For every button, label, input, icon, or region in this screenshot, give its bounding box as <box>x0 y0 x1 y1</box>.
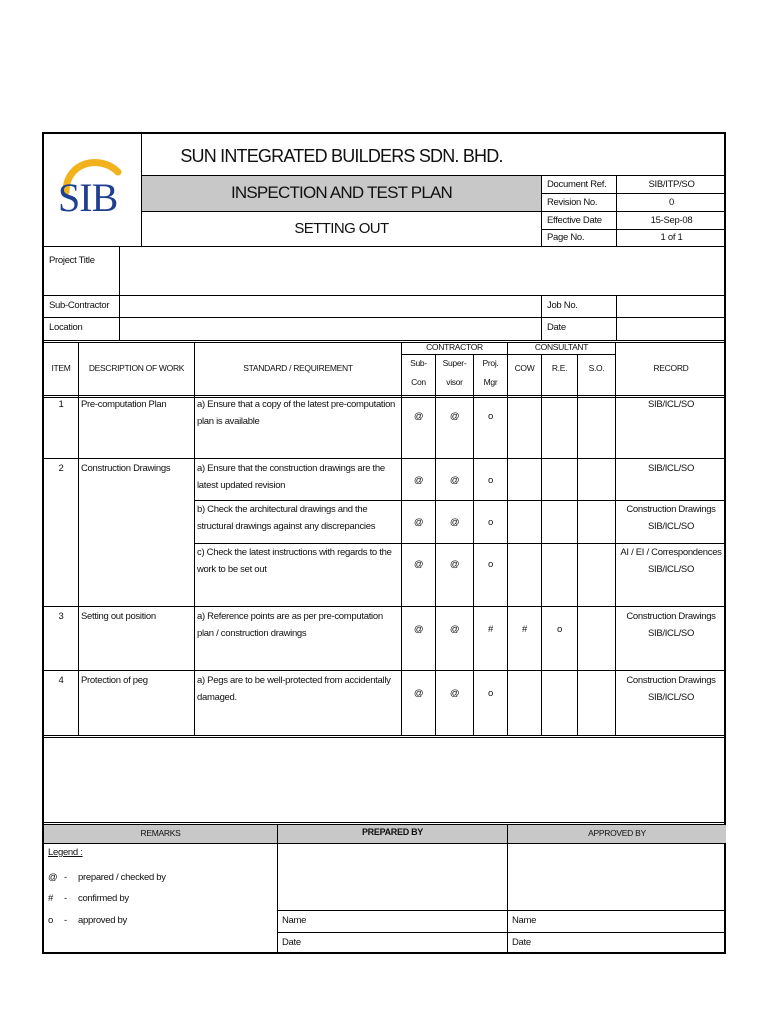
approved-date-label: Date <box>512 937 531 948</box>
mark-sub-con: @ <box>413 688 424 699</box>
job-no-field[interactable] <box>617 296 726 317</box>
legend-dash: - <box>64 893 67 904</box>
col-proj-mgr-2: Mgr <box>483 377 498 387</box>
meta-label-page: Page No. <box>547 232 585 243</box>
col-item: ITEM <box>51 363 71 373</box>
record-line-2: SIB/ICL/SO <box>647 628 695 639</box>
meta-value-effective-date: 15-Sep-08 <box>650 215 693 226</box>
row-standard: c) Check the latest instructions with regards to the work to be set out <box>197 547 392 575</box>
row-item: 3 <box>58 611 64 622</box>
col-proj-mgr-1: Proj. <box>482 358 499 368</box>
col-description: DESCRIPTION OF WORK <box>88 363 185 373</box>
legend-dash: - <box>64 915 67 926</box>
location-label: Location <box>49 322 83 333</box>
legend-dash: - <box>64 872 67 883</box>
meta-label-docref: Document Ref. <box>547 179 607 190</box>
project-title-field[interactable] <box>120 247 726 295</box>
logo-text: SIB <box>58 175 118 220</box>
record-line-2: SIB/ICL/SO <box>647 692 695 703</box>
record-line-1: SIB/ICL/SO <box>647 399 695 410</box>
mark-proj-mgr: o <box>488 559 493 570</box>
record-line-2: SIB/ICL/SO <box>647 564 695 575</box>
prepared-by-header: PREPARED BY <box>361 827 424 837</box>
approved-name-label: Name <box>512 915 537 926</box>
prepared-name-label: Name <box>282 915 307 926</box>
mark-supervisor: @ <box>449 559 460 570</box>
col-re: R.E. <box>551 363 568 373</box>
row-item: 1 <box>58 399 64 410</box>
notes-area[interactable] <box>44 738 726 822</box>
mark-supervisor: @ <box>449 688 460 699</box>
row-standard: a) Pegs are to be well-protected from accidentally damaged. <box>197 675 391 703</box>
col-standard: STANDARD / REQUIREMENT <box>243 363 353 373</box>
col-sub-con-1: Sub- <box>410 358 427 368</box>
plan-title: INSPECTION AND TEST PLAN <box>230 183 453 202</box>
plan-subject: SETTING OUT <box>294 220 389 237</box>
col-record: RECORD <box>653 363 689 373</box>
record-line-1: Construction Drawings <box>626 675 716 686</box>
company-logo <box>52 148 142 228</box>
job-no-label: Job No. <box>547 300 578 311</box>
mark-sub-con: @ <box>413 475 424 486</box>
meta-value-docref: SIB/ITP/SO <box>648 179 695 190</box>
legend-text: prepared / checked by <box>78 872 166 883</box>
location-field[interactable] <box>120 318 541 340</box>
approved-by-signature-field[interactable] <box>508 844 726 910</box>
row-standard: b) Check the architectural drawings and the structural drawings against any discrepancies <box>197 504 376 532</box>
legend-title: Legend : <box>48 847 83 858</box>
mark-sub-con: @ <box>413 517 424 528</box>
mark-supervisor: @ <box>449 624 460 635</box>
legend-symbol: @ <box>48 872 58 883</box>
legend-text: approved by <box>78 915 127 926</box>
project-title-label: Project Title <box>49 255 95 266</box>
date-label: Date <box>547 322 566 333</box>
date-field[interactable] <box>617 318 726 340</box>
row-description: Pre-computation Plan <box>81 399 167 410</box>
meta-label-effective-date: Effective Date <box>547 215 602 226</box>
col-supervisor-2: visor <box>446 377 463 387</box>
meta-label-revision: Revision No. <box>547 197 598 208</box>
row-description: Protection of peg <box>81 675 148 686</box>
row-item: 2 <box>58 463 64 474</box>
mark-sub-con: @ <box>413 411 424 422</box>
mark-sub-con: @ <box>413 624 424 635</box>
sub-contractor-field[interactable] <box>120 296 541 317</box>
record-line-1: Construction Drawings <box>626 611 716 622</box>
mark-supervisor: @ <box>449 517 460 528</box>
sub-contractor-label: Sub-Contractor <box>49 300 110 311</box>
mark-cow: # <box>522 624 527 635</box>
col-sub-con-2: Con <box>411 377 426 387</box>
prepared-date-label: Date <box>282 937 301 948</box>
mark-proj-mgr: o <box>488 475 493 486</box>
legend-symbol: # <box>48 893 53 904</box>
legend-symbol: o <box>48 915 53 926</box>
row-description: Setting out position <box>81 611 156 622</box>
meta-value-page: 1 of 1 <box>660 232 683 243</box>
mark-supervisor: @ <box>449 475 460 486</box>
record-line-1: SIB/ICL/SO <box>647 463 695 474</box>
row-standard: a) Reference points are as per pre-computation plan / construction drawings <box>197 611 383 639</box>
remarks-header: REMARKS <box>140 828 181 838</box>
mark-proj-mgr: o <box>488 517 493 528</box>
col-consultant: CONSULTANT <box>534 342 589 352</box>
record-line-1: AI / EI / Correspondences <box>620 547 722 558</box>
mark-proj-mgr: o <box>488 688 493 699</box>
row-standard: a) Ensure that the construction drawings are the latest updated revision <box>197 463 385 491</box>
row-standard: a) Ensure that a copy of the latest pre-computation plan is available <box>197 399 396 427</box>
meta-value-revision: 0 <box>669 197 674 208</box>
col-supervisor-1: Super- <box>442 358 467 368</box>
col-cow: COW <box>514 363 535 373</box>
company-name: SUN INTEGRATED BUILDERS SDN. BHD. <box>180 146 503 166</box>
record-line-1: Construction Drawings <box>626 504 716 515</box>
record-line-2: SIB/ICL/SO <box>647 521 695 532</box>
col-so: S.O. <box>588 363 605 373</box>
itp-form <box>42 132 726 954</box>
approved-by-header: APPROVED BY <box>588 828 646 838</box>
col-contractor: CONTRACTOR <box>426 342 483 352</box>
row-item: 4 <box>58 675 64 686</box>
mark-re: o <box>557 624 562 635</box>
mark-supervisor: @ <box>449 411 460 422</box>
legend-text: confirmed by <box>78 893 129 904</box>
mark-sub-con: @ <box>413 559 424 570</box>
row-description: Construction Drawings <box>81 463 171 474</box>
prepared-by-signature-field[interactable] <box>278 844 507 910</box>
mark-proj-mgr: o <box>488 411 493 422</box>
mark-proj-mgr: # <box>488 624 493 635</box>
